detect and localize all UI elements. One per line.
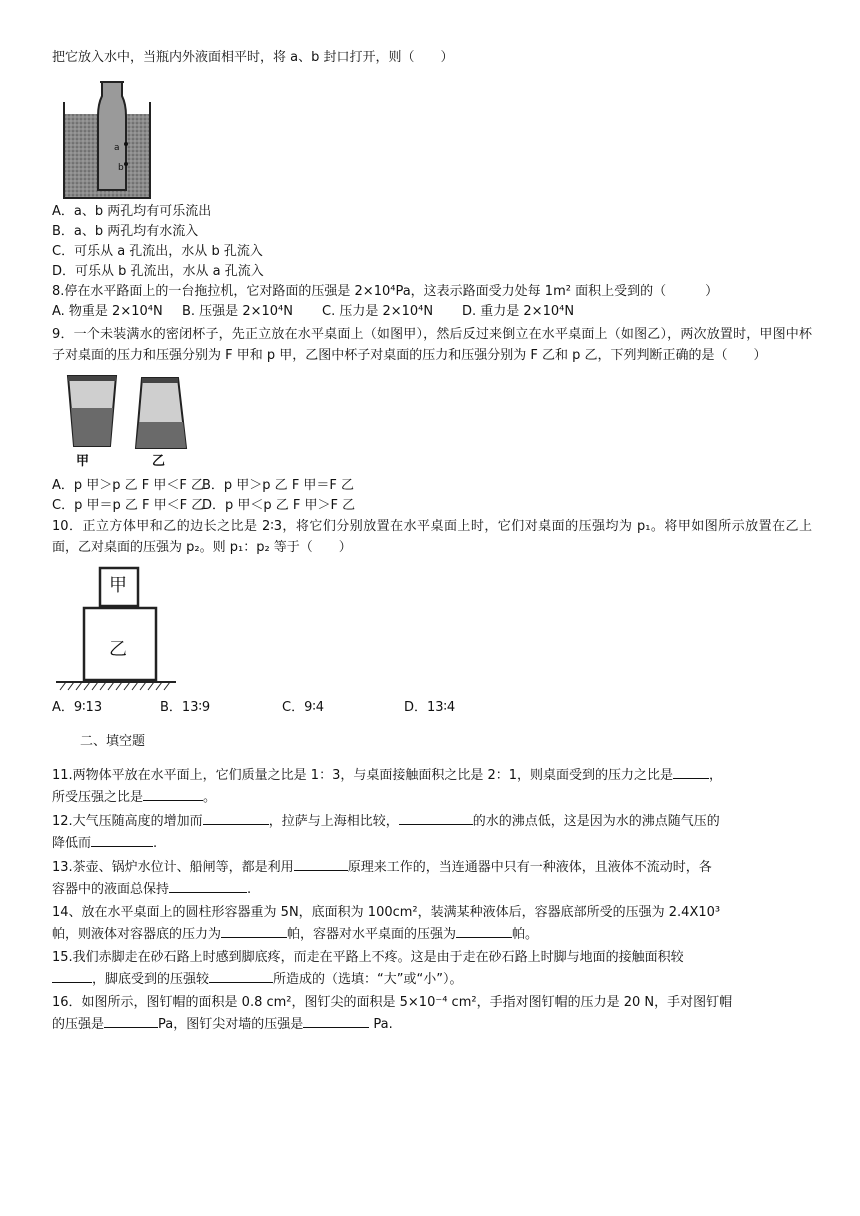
q9-option-c: C．p 甲＝p 乙 F 甲＜F 乙 — [52, 498, 205, 513]
q12 — [52, 810, 812, 854]
svg-text:a: a — [114, 143, 120, 153]
q14 — [52, 902, 812, 945]
q11 — [52, 764, 812, 808]
q12-text-d: 降低而 — [52, 836, 92, 851]
q9-stem: 9．一个未装满水的密闭杯子，先正立放在水平桌面上（如图甲），然后反过来倒立在水平桌面上（如图乙），两次放置时，甲图中杯子对桌面的压力和压强分别为 F 甲和 p 甲，乙图中杯子对桌面的压力和压强分别为 F 乙和 p 乙，下列判断正确的是（ ） — [52, 327, 812, 363]
q16-blank-1[interactable] — [104, 1013, 158, 1028]
cup-jia-label: 甲 — [76, 454, 90, 469]
q11-blank-2[interactable] — [143, 786, 203, 801]
q9-option-a: A．p 甲＞p 乙 F 甲＜F 乙 — [52, 478, 205, 493]
q16-text-b: 的压强是 — [52, 1017, 105, 1032]
bottle-in-water-illustration — [60, 74, 160, 202]
cup-yi-label: 乙 — [152, 454, 166, 469]
q11-blank-1[interactable] — [673, 764, 709, 779]
q13-blank-1[interactable] — [294, 856, 348, 871]
q14-text-b: 帕，则液体对容器底的压力为 — [52, 927, 222, 942]
q14-blank-2[interactable] — [456, 923, 512, 938]
q9-options-row2 — [52, 496, 812, 516]
q7-option-d: D．可乐从 b 孔流出，水从 a 孔流入 — [52, 264, 264, 279]
q8-option-d: D. 重力是 2×10⁴N — [462, 304, 575, 319]
q10-option-c: C．9∶4 — [282, 700, 325, 715]
q14-text-c: 帕，容器对水平桌面的压强为 — [287, 927, 457, 942]
q16-text-a: 16．如图所示，图钉帽的面积是 0.8 cm²，图钉尖的面积是 5×10⁻⁴ cm²，手指对图钉帽的压力是 20 N，手对图钉帽 — [52, 995, 733, 1010]
q13-text-c: 容器中的液面总保持 — [52, 882, 170, 897]
q15-blank-1[interactable] — [52, 968, 92, 983]
q12-text-b: ，拉萨与上海相比较， — [268, 814, 399, 829]
q10-options — [52, 698, 812, 718]
q15-blank-2[interactable] — [209, 968, 273, 983]
q8-options — [52, 302, 812, 322]
q10-stem: 10．正立方体甲和乙的边长之比是 2∶3，将它们分别放置在水平桌面上时，它们对桌面的压强均为 p₁。将甲如图所示放置在乙上面，乙对桌面的压强为 p₂。则 p₁：p₂ 等于（ ） — [52, 519, 812, 555]
q9-options-row1 — [52, 476, 812, 496]
cube-jia-label: 甲 — [109, 575, 127, 596]
q15-text-a: 15.我们赤脚走在砂石路上时感到脚底疼，而走在平路上不疼。这是由于走在砂石路上时脚与地面的接触面积较 — [52, 950, 684, 965]
cube-yi-label: 乙 — [109, 639, 127, 660]
q11-text-d: 。 — [203, 790, 217, 805]
q12-text-c: 的水的沸点低，这是因为水的沸点随气压的 — [472, 814, 720, 829]
q13-text-a: 13.茶壶、锅炉水位计、船闸等，都是利用 — [52, 860, 294, 875]
q15 — [52, 947, 812, 990]
q12-text-a: 12.大气压随高度的增加而 — [52, 814, 203, 829]
q7-stem: 把它放入水中，当瓶内外液面相平时，将 a、b 封口打开，则（ ） — [52, 50, 454, 65]
q12-text-e: . — [153, 836, 158, 851]
q9-option-d: D．p 甲＜p 乙 F 甲＞F 乙 — [202, 498, 356, 513]
q7-option-c: C．可乐从 a 孔流出，水从 b 孔流入 — [52, 244, 263, 259]
q15-text-b: ，脚底受到的压强较 — [92, 972, 210, 987]
q13-text-b: 原理来工作的，当连通器中只有一种液体，且液体不流动时，各 — [347, 860, 712, 875]
q10-option-d: D．13∶4 — [404, 700, 456, 715]
q14-text-a: 14、放在水平桌面上的圆柱形容器重为 5N，底面积为 100cm²，装满某种液体后，容器底部所受的压强为 2.4X10³ — [52, 905, 721, 920]
q12-blank-2[interactable] — [399, 810, 473, 825]
q16 — [52, 992, 812, 1035]
q8-option-a: A. 物重是 2×10⁴N — [52, 304, 163, 319]
q16-blank-2[interactable] — [303, 1013, 369, 1028]
q13-text-d: . — [247, 882, 252, 897]
q9-cups-figure — [52, 366, 812, 476]
q11-text-a: 11.两物体平放在水平面上，它们质量之比是 1：3，与桌面接触面积之比是 2：1，则桌面受到的压力之比是 — [52, 768, 674, 783]
svg-text:b: b — [118, 163, 124, 173]
q10-cubes-figure — [52, 558, 812, 698]
q7-option-b: B．a、b 两孔均有水流入 — [52, 224, 199, 239]
q10-option-a: A．9∶13 — [52, 700, 103, 715]
q14-text-d: 帕。 — [512, 927, 539, 942]
q16-text-c: Pa，图钉尖对墙的压强是 — [158, 1017, 304, 1032]
q15-text-c: 所造成的（选填：“大”或“小”）。 — [273, 972, 463, 987]
q13-blank-2[interactable] — [169, 878, 247, 893]
q10-option-b: B．13∶9 — [160, 700, 211, 715]
q9-option-b: B．p 甲＞p 乙 F 甲＝F 乙 — [202, 478, 355, 493]
q11-text-b: ， — [709, 768, 723, 783]
q7-option-a: A．a、b 两孔均有可乐流出 — [52, 204, 212, 219]
q14-blank-1[interactable] — [221, 923, 287, 938]
q13 — [52, 856, 812, 900]
q12-blank-3[interactable] — [91, 832, 153, 847]
q7-bottle-figure — [52, 68, 812, 202]
q8-option-c: C. 压力是 2×10⁴N — [322, 304, 434, 319]
q8-stem: 8.停在水平路面上的一台拖拉机，它对路面的压强是 2×10⁴Pa，这表示路面受力处每 1m² 面积上受到的（ ） — [52, 284, 719, 299]
q11-text-c: 所受压强之比是 — [52, 790, 144, 805]
section-title: 二、填空题 — [80, 734, 146, 749]
q8-option-b: B. 压强是 2×10⁴N — [182, 304, 293, 319]
q12-blank-1[interactable] — [203, 810, 269, 825]
worksheet-page — [52, 48, 812, 1035]
q16-text-d: Pa. — [369, 1017, 393, 1032]
